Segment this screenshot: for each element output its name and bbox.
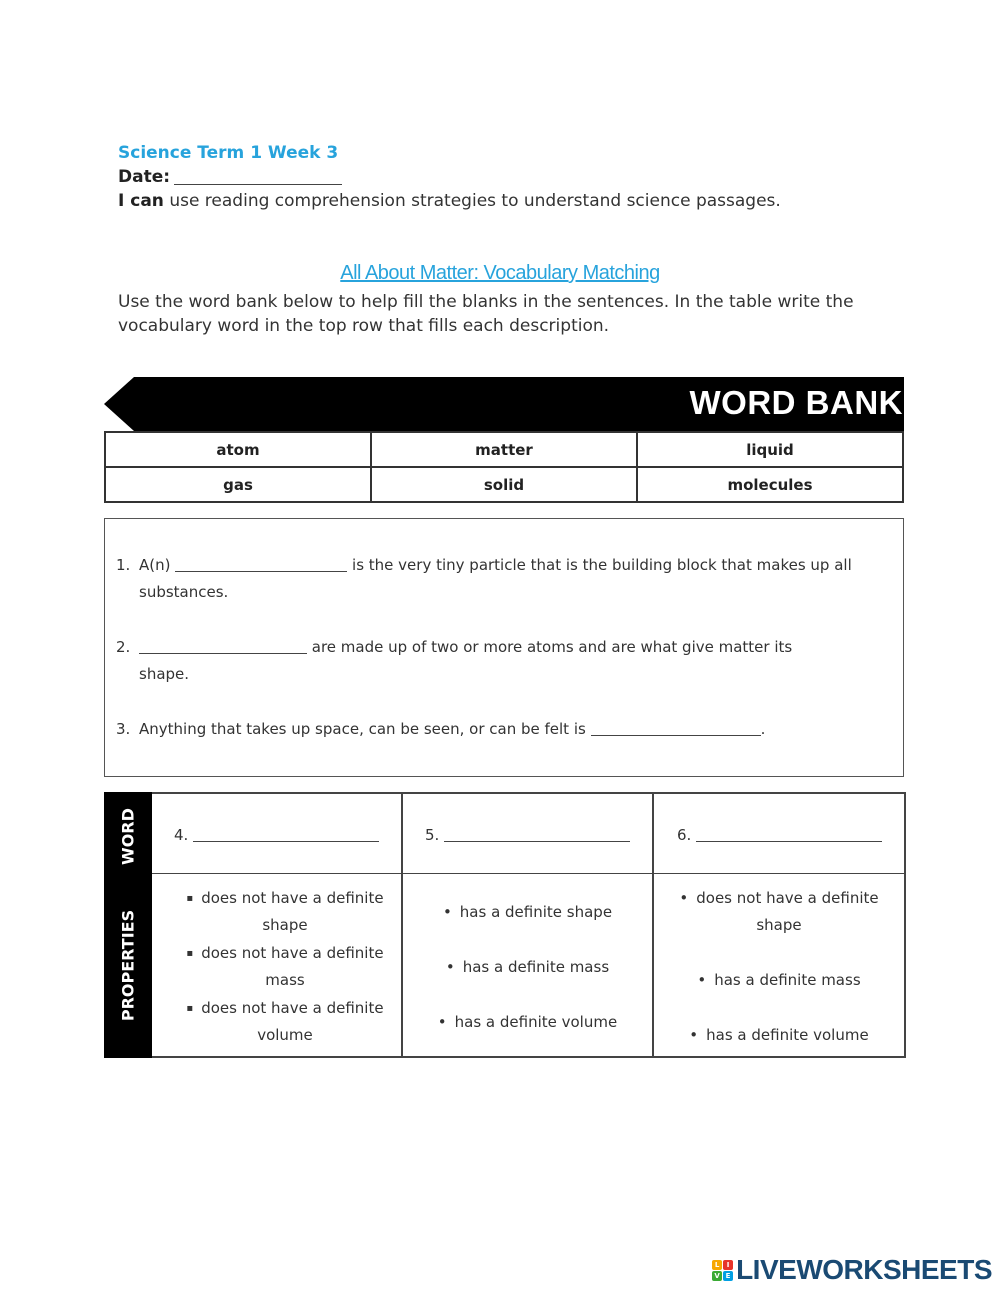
sentence-before: A(n) [139, 556, 171, 574]
answer-blank-4[interactable] [193, 827, 379, 842]
bullet-icon: • [437, 1013, 447, 1031]
word-number: 4. [174, 826, 189, 844]
bullet-icon: • [679, 889, 689, 907]
bullet-icon: • [445, 958, 455, 976]
date-blank[interactable] [174, 167, 342, 185]
answer-blank-3[interactable] [591, 721, 761, 736]
word-bank-title: WORD BANK [689, 384, 903, 421]
word-answer-5 [425, 826, 630, 844]
sentence-before: Anything that takes up space, can be seen, or can be felt is [139, 720, 586, 738]
word-bank-table [104, 431, 904, 503]
instructions: Use the word bank below to help fill the blanks in the sentences. In the table write the vocabulary word in the top row that fills each description. [118, 292, 854, 336]
bullet-icon: • [442, 903, 452, 921]
date-line [118, 167, 342, 187]
property-item [654, 885, 904, 939]
property-item [403, 899, 652, 926]
sentence-number: 2. [116, 638, 131, 656]
property-item [403, 1009, 652, 1036]
worksheet-title: All About Matter: Vocabulary Matching [340, 262, 660, 284]
bullet-square-icon: ▪ [186, 1003, 194, 1014]
property-text: does not have a definite [201, 944, 384, 962]
property-item [654, 967, 904, 994]
logo-block: I [723, 1260, 733, 1270]
property-text: does not have a definite [696, 889, 879, 907]
bullet-icon: • [689, 1026, 699, 1044]
sentence-3 [104, 716, 904, 746]
sentence-after: are made up of two or more atoms and are what give matter its [311, 638, 793, 656]
word-number: 5. [425, 826, 440, 844]
word-number: 6. [677, 826, 692, 844]
answer-blank-1[interactable] [175, 557, 347, 572]
row-divider [152, 873, 904, 874]
i-can-text: use reading comprehension strategies to understand science passages. [169, 191, 781, 211]
property-text: does not have a definite [201, 889, 384, 907]
sentence-1 [104, 552, 904, 612]
property-text: mass [265, 971, 305, 989]
properties-row-label: PROPERTIES [118, 909, 138, 1022]
sentence-continuation: shape. [139, 665, 190, 683]
sentence-2 [104, 634, 904, 694]
property-item [654, 1022, 904, 1049]
property-text: does not have a definite [201, 999, 384, 1017]
property-item [160, 995, 410, 1049]
word-bank-row [105, 467, 903, 502]
bullet-icon: • [697, 971, 707, 989]
word-bank-cell: liquid [637, 432, 903, 467]
answer-blank-5[interactable] [444, 827, 630, 842]
i-can-label: I can [118, 191, 164, 211]
answer-blank-2[interactable] [139, 639, 307, 654]
logo-text: LIVEWORKSHEETS [736, 1254, 992, 1285]
i-can-statement [118, 191, 781, 211]
word-answer-4 [174, 826, 379, 844]
logo-block: E [723, 1271, 733, 1281]
logo-blocks-icon [712, 1260, 733, 1281]
bullet-square-icon: ▪ [186, 893, 194, 904]
property-text: shape [756, 916, 802, 934]
property-text: has a definite mass [462, 958, 610, 976]
bullet-square-icon: ▪ [186, 948, 194, 959]
property-text: has a definite mass [714, 971, 861, 989]
property-text: has a definite volume [454, 1013, 618, 1031]
sentence-text [139, 552, 889, 606]
word-bank-cell: gas [105, 467, 371, 502]
property-text: has a definite volume [706, 1026, 869, 1044]
property-text: shape [262, 916, 308, 934]
sentence-text [139, 716, 889, 743]
property-item [160, 885, 410, 939]
logo-block: V [712, 1271, 722, 1281]
sentence-number: 3. [116, 720, 131, 738]
date-label: Date: [118, 167, 171, 187]
sentence-after: . [760, 720, 766, 738]
header-week-label: Science Term 1 Week 3 [118, 143, 339, 163]
property-item [403, 954, 652, 981]
word-bank-cell: atom [105, 432, 371, 467]
answer-blank-6[interactable] [696, 827, 882, 842]
word-bank-row [105, 432, 903, 467]
property-text: volume [257, 1026, 313, 1044]
liveworksheets-logo[interactable] [712, 1255, 992, 1285]
word-row-label: WORD [118, 808, 138, 865]
word-bank-cell: molecules [637, 467, 903, 502]
word-answer-6 [677, 826, 882, 844]
sentence-number: 1. [116, 556, 131, 574]
property-text: has a definite shape [459, 903, 613, 921]
word-bank-cell: solid [371, 467, 637, 502]
sentence-after: is the very tiny particle that is the building block that makes up all [352, 556, 852, 574]
sentence-text [139, 634, 889, 688]
property-item [160, 940, 410, 994]
word-bank-cell: matter [371, 432, 637, 467]
logo-block: L [712, 1260, 722, 1270]
sentence-continuation: substances. [139, 583, 229, 601]
